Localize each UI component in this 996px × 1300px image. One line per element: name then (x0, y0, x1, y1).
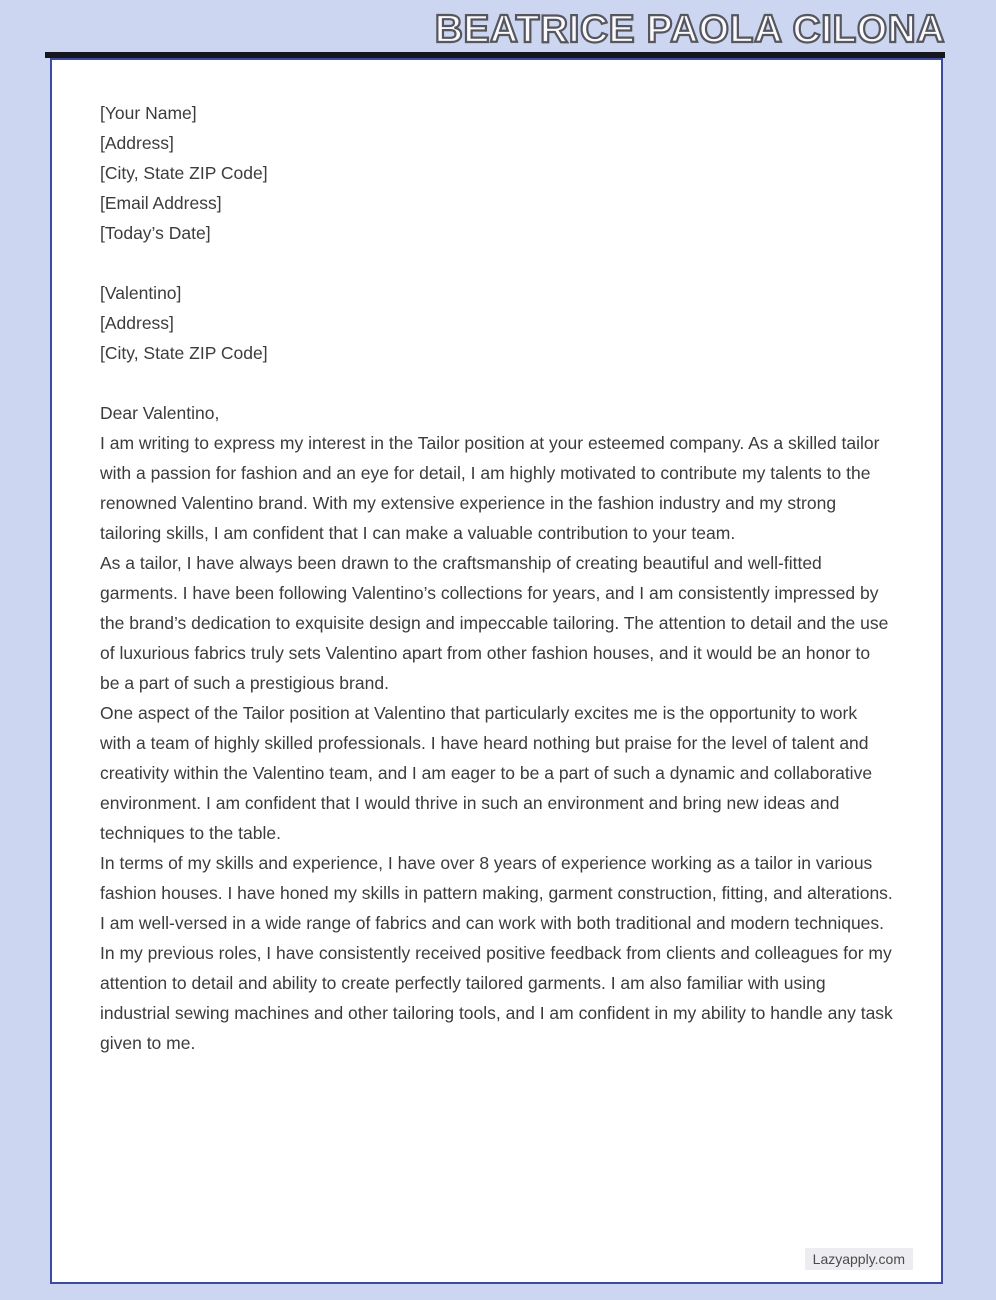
sender-line-city: [City, State ZIP Code] (100, 163, 268, 183)
letter-page (50, 58, 943, 1284)
recipient-line-address: [Address] (100, 313, 174, 333)
letterhead (45, 0, 945, 52)
sender-line-email: [Email Address] (100, 193, 222, 213)
salutation: Dear Valentino, (100, 403, 220, 423)
watermark-link[interactable]: Lazyapply.com (805, 1248, 913, 1270)
sender-line-address: [Address] (100, 133, 174, 153)
header-name: BEATRICE PAOLA CILONA (434, 8, 945, 51)
sender-block (100, 98, 893, 248)
paragraph-intro: I am writing to express my interest in the Tailor position at your esteemed company. As a skilled tailor with a passion for fashion and an eye for detail, I am highly motivated to contribute my talents to the renowned Valentino brand. With my extensive experience in the fashion industry and my strong tailoring skills, I am confident that I can make a valuable contribution to your team. (100, 433, 880, 543)
sender-line-name: [Your Name] (100, 103, 197, 123)
recipient-block (100, 278, 893, 368)
paragraph-team: One aspect of the Tailor position at Valentino that particularly excites me is the opportunity to work with a team of highly skilled professionals. I have heard nothing but praise for the level of talent and creativity within the Valentino team, and I am eager to be a part of such a dynamic and collaborative environment. I am confident that I would thrive in such an environment and bring new ideas and techniques to the table. (100, 703, 873, 843)
recipient-line-name: [Valentino] (100, 283, 182, 303)
recipient-line-city: [City, State ZIP Code] (100, 343, 268, 363)
paragraph-skills: In terms of my skills and experience, I have over 8 years of experience working as a tailor in various fashion houses. I have honed my skills in pattern making, garment construction, fitting, and alterations. I am well-versed in a wide range of fabrics and can work with both traditional and modern techniques. In my previous roles, I have consistently received positive feedback from clients and colleagues for my attention to detail and ability to create perfectly tailored garments. I am also familiar with using industrial sewing machines and other tailoring tools, and I am confident in my ability to handle any task given to me. (100, 853, 893, 1053)
paragraph-craftsmanship: As a tailor, I have always been drawn to the craftsmanship of creating beautiful and well-fitted garments. I have been following Valentino’s collections for years, and I am consistently impressed by the brand’s dedication to exquisite design and impeccable tailoring. The attention to detail and the use of luxurious fabrics truly sets Valentino apart from other fashion houses, and it would be an honor to be a part of such a prestigious brand. (100, 553, 889, 693)
sender-line-date: [Today’s Date] (100, 223, 211, 243)
